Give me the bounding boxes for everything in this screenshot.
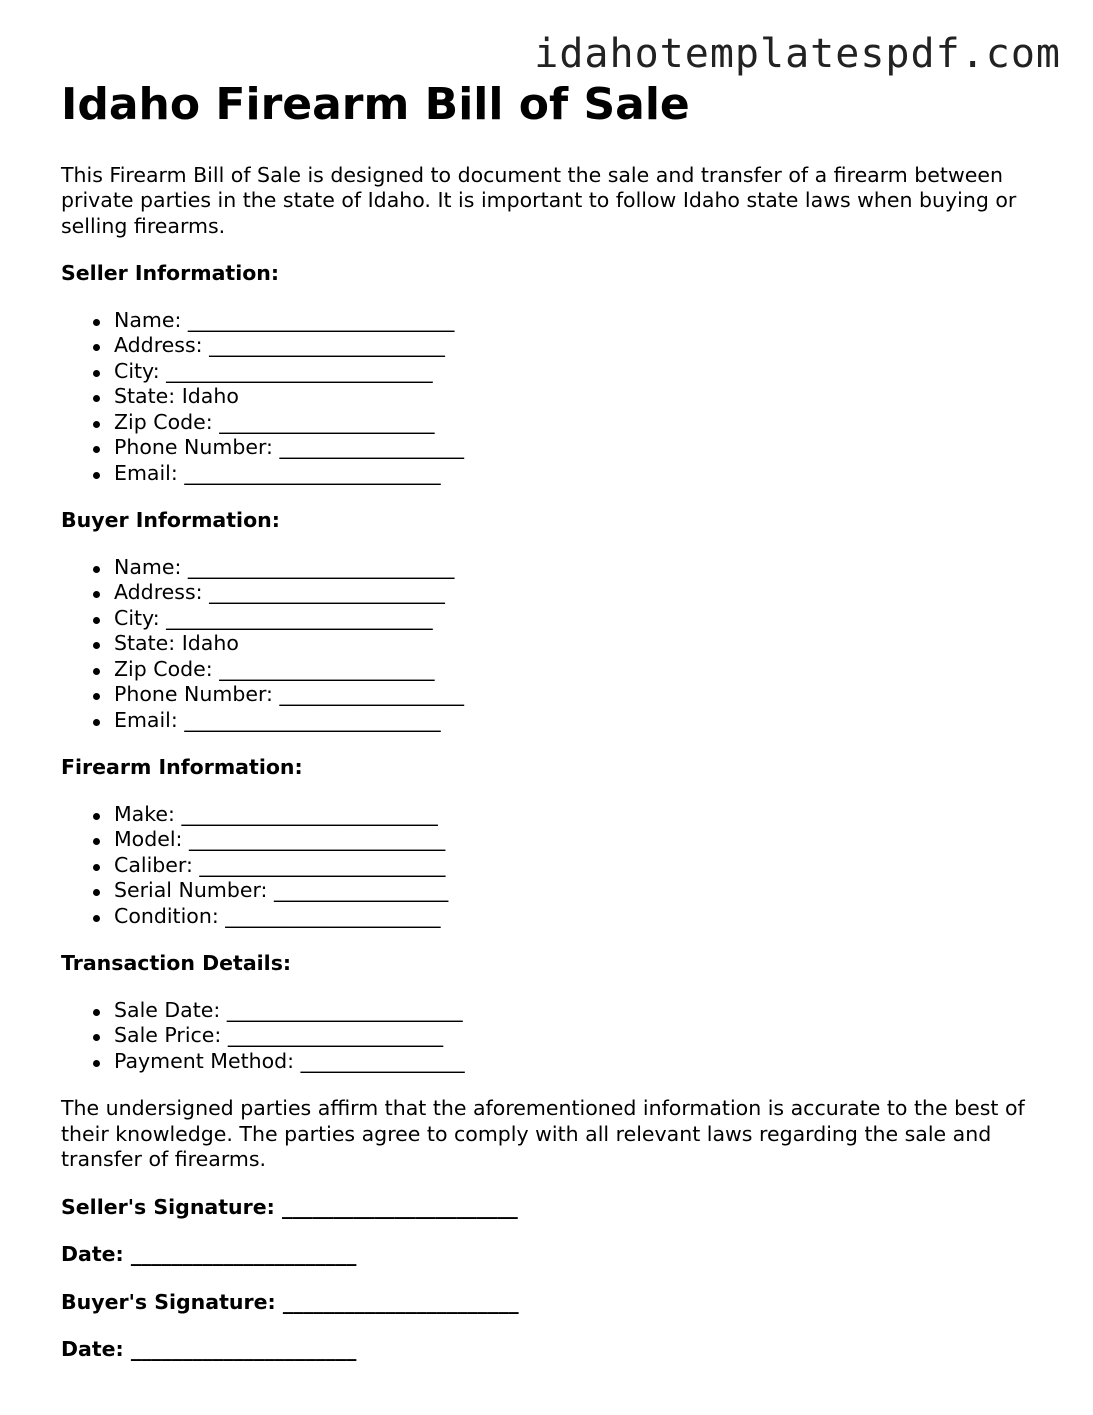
field-value: __________________________ — [187, 554, 455, 579]
field-label: Model: — [114, 827, 183, 852]
buyer-date-line — [61, 1337, 1041, 1363]
field-label: Name: — [114, 307, 182, 332]
field-label: Address: — [114, 333, 203, 358]
affirmation-paragraph: The undersigned parties affirm that the aforementioned information is accurate to the best of their knowledge. The parties agree to comply with all relevant laws regarding the sale and transfer of firearms. — [61, 1096, 1025, 1172]
field-value: _________________ — [273, 878, 449, 903]
field-value: _________________________ — [189, 827, 446, 852]
buyer-email-field — [114, 708, 1041, 734]
seller-date-line — [61, 1242, 1041, 1268]
firearm-make-field — [114, 802, 1041, 828]
field-label: City: — [114, 358, 160, 383]
buyer-heading: Buyer Information: — [61, 508, 280, 533]
field-label: Zip Code: — [114, 409, 213, 434]
buyer-signature-line — [61, 1290, 1041, 1316]
signature-blank: _______________________ — [282, 1194, 518, 1219]
field-label: State: — [114, 384, 176, 409]
buyer-state-field — [114, 631, 1041, 657]
field-label: State: — [114, 631, 176, 656]
field-value: _____________________ — [227, 1023, 444, 1048]
seller-signature-line — [61, 1195, 1041, 1221]
field-value: Idaho — [181, 384, 239, 409]
field-value: _________________________ — [181, 801, 438, 826]
firearm-heading: Firearm Information: — [61, 755, 303, 780]
firearm-caliber-field — [114, 853, 1041, 879]
seller-fields-list — [61, 308, 1041, 487]
field-value: _______________________ — [226, 997, 463, 1022]
buyer-phone-field — [114, 682, 1041, 708]
seller-phone-field — [114, 435, 1041, 461]
field-value: __________________________ — [166, 358, 433, 383]
field-value: _________________________ — [184, 460, 441, 485]
field-value: _________________________ — [184, 707, 441, 732]
field-label: Phone Number: — [114, 682, 273, 707]
field-value: __________________ — [279, 682, 464, 707]
firearm-condition-field — [114, 904, 1041, 930]
field-label: Serial Number: — [114, 878, 268, 903]
field-value: __________________ — [279, 435, 464, 460]
field-label: Payment Method: — [114, 1048, 295, 1073]
signature-blank: ______________________ — [130, 1337, 357, 1362]
field-label: Sale Price: — [114, 1023, 222, 1048]
seller-name-field — [114, 308, 1041, 334]
field-label: Zip Code: — [114, 656, 213, 681]
field-label: Phone Number: — [114, 435, 273, 460]
field-value: _____________________ — [219, 656, 435, 681]
document-title: Idaho Firearm Bill of Sale — [61, 79, 690, 130]
seller-address-field — [114, 333, 1041, 359]
field-value: Idaho — [181, 631, 239, 656]
sale-date-field — [114, 998, 1041, 1024]
firearm-model-field — [114, 827, 1041, 853]
firearm-serial-field — [114, 878, 1041, 904]
seller-heading: Seller Information: — [61, 261, 280, 286]
watermark: idahotemplatespdf.com — [534, 31, 1061, 77]
field-label: Email: — [114, 460, 178, 485]
intro-paragraph: This Firearm Bill of Sale is designed to document the sale and transfer of a firearm between private parties in the state of Idaho. It is important to follow Idaho state laws when buying or selling firearms. — [61, 162, 1017, 238]
payment-method-field — [114, 1049, 1041, 1075]
signature-label: Date: — [61, 1242, 124, 1267]
seller-state-field — [114, 384, 1041, 410]
field-value: __________________________ — [187, 307, 455, 332]
firearm-fields-list — [61, 802, 1041, 930]
field-label: Sale Date: — [114, 997, 221, 1022]
field-label: Condition: — [114, 903, 219, 928]
buyer-zip-field — [114, 657, 1041, 683]
field-value: _____________________ — [219, 409, 435, 434]
field-label: Make: — [114, 801, 175, 826]
seller-email-field — [114, 461, 1041, 487]
seller-city-field — [114, 359, 1041, 385]
buyer-city-field — [114, 606, 1041, 632]
field-value: _______________________ — [209, 333, 445, 358]
field-value: _____________________ — [225, 903, 441, 928]
field-label: Address: — [114, 580, 203, 605]
signature-blank: _______________________ — [282, 1289, 519, 1314]
transaction-heading: Transaction Details: — [61, 951, 292, 976]
field-label: Email: — [114, 707, 178, 732]
sale-price-field — [114, 1023, 1041, 1049]
buyer-fields-list — [61, 555, 1041, 734]
signature-label: Seller's Signature: — [61, 1194, 275, 1219]
field-value: _______________________ — [209, 580, 445, 605]
field-label: Caliber: — [114, 852, 193, 877]
field-label: City: — [114, 605, 160, 630]
field-value: ________________ — [300, 1048, 465, 1073]
signature-label: Buyer's Signature: — [61, 1289, 276, 1314]
signature-blank: ______________________ — [130, 1242, 357, 1267]
seller-zip-field — [114, 410, 1041, 436]
field-value: __________________________ — [166, 605, 433, 630]
transaction-fields-list — [61, 998, 1041, 1075]
signature-label: Date: — [61, 1337, 124, 1362]
buyer-name-field — [114, 555, 1041, 581]
buyer-address-field — [114, 580, 1041, 606]
field-value: ________________________ — [199, 852, 446, 877]
field-label: Name: — [114, 554, 182, 579]
document-page — [61, 80, 1041, 1363]
